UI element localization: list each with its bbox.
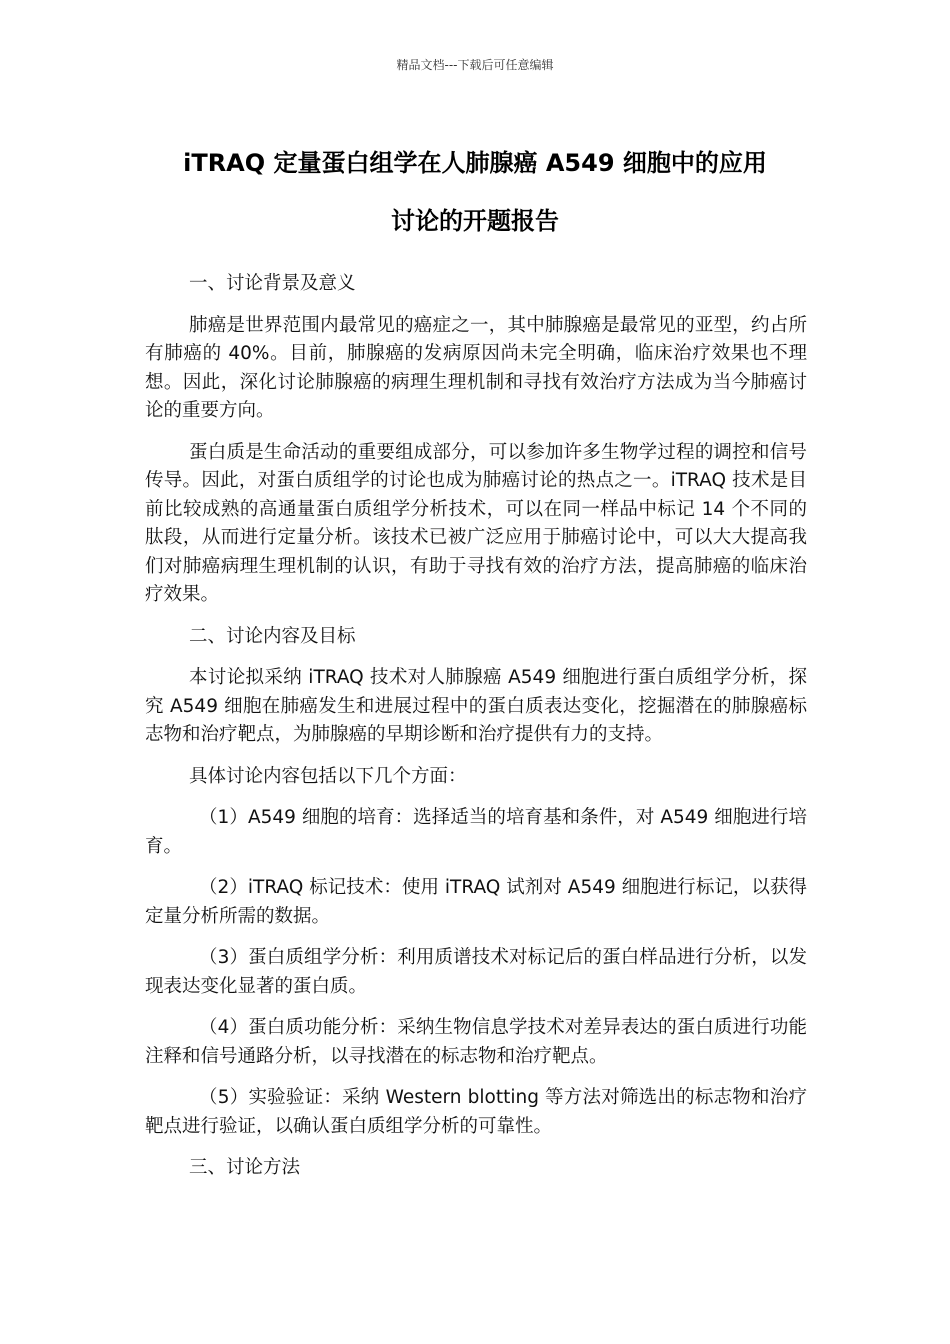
- paragraph-proteomics: 蛋白质是生命活动的重要组成部分，可以参加许多生物学过程的调控和信号传导。因此，对蛋白质组学的讨论也成为肺癌讨论的热点之一。iTRAQ 技术是目前比较成熟的高通量蛋白质组学分析技术，可以在同一样品中标记 14 个不同的肽段，从而进行定量分析。该技术已被广泛应用于肺癌讨论中，可以大大提高我们对肺癌病理生理机制的认识，有助于寻找有效的治疗方法，提高肺癌的临床治疗效果。: [145, 441, 807, 605]
- paragraph-content-intro: 具体讨论内容包括以下几个方面：: [189, 765, 467, 787]
- section-heading-content: 二、讨论内容及目标: [189, 625, 356, 647]
- list-item-proteomics-analysis: （3）蛋白质组学分析：利用质谱技术对标记后的蛋白样品进行分析，以发现表达变化显著的蛋白质。: [145, 947, 807, 997]
- section-heading-background: 一、讨论背景及意义: [189, 273, 356, 294]
- list-item-itraq-labeling: （2）iTRAQ 标记技术：使用 iTRAQ 试剂对 A549 细胞进行标记，以获得定量分析所需的数据。: [145, 877, 807, 927]
- paragraph-lung-cancer: 肺癌是世界范围内最常见的癌症之一，其中肺腺癌是最常见的亚型，约占所有肺癌的 40%。目前，肺腺癌的发病原因尚未完全明确，临床治疗效果也不理想。因此，深化讨论肺腺癌的病理生理机制和寻找有效治疗方法成为当今肺癌讨论的重要方向。: [145, 314, 807, 421]
- paragraph-research-aim: 本讨论拟采纳 iTRAQ 技术对人肺腺癌 A549 细胞进行蛋白质组学分析，探究 A549 细胞在肺癌发生和进展过程中的蛋白质表达变化，挖掘潜在的肺腺癌标志物和治疗靶点，为肺腺癌的早期诊断和治疗提供有力的支持。: [145, 667, 807, 745]
- title-line-2: 讨论的开题报告: [391, 207, 559, 235]
- section-heading-methods: 三、讨论方法: [189, 1157, 301, 1178]
- title-line-1: iTRAQ 定量蛋白组学在人肺腺癌 A549 细胞中的应用: [183, 149, 767, 177]
- document-body: [145, 270, 807, 1196]
- page-header-note: 精品文档---下载后可任意编辑: [396, 58, 554, 72]
- list-item-validation: （5）实验验证：采纳 Western blotting 等方法对筛选出的标志物和治疗靶点进行验证，以确认蛋白质组学分析的可靠性。: [145, 1087, 807, 1137]
- document-title: [120, 134, 830, 250]
- list-item-cell-culture: （1）A549 细胞的培育：选择适当的培育基和条件，对 A549 细胞进行培育。: [145, 807, 807, 857]
- list-item-function-analysis: （4）蛋白质功能分析：采纳生物信息学技术对差异表达的蛋白质进行功能注释和信号通路分析，以寻找潜在的标志物和治疗靶点。: [145, 1017, 807, 1067]
